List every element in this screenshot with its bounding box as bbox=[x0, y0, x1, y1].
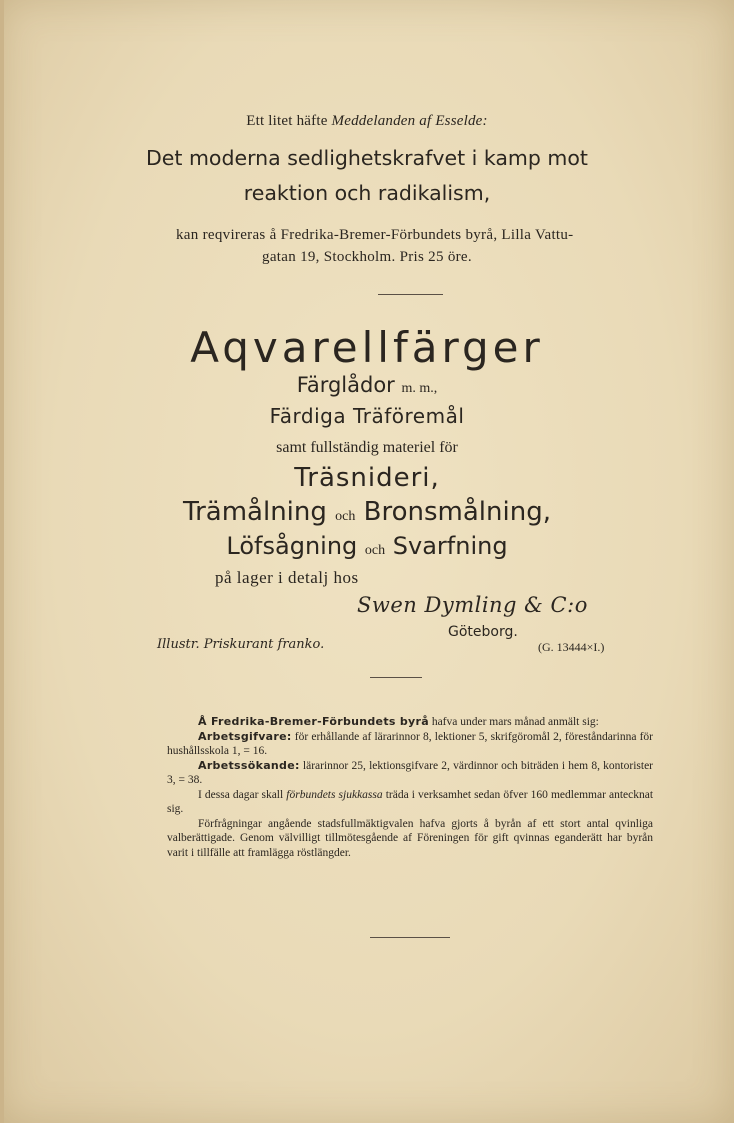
notice-p4-italic: förbundets sjukkassa bbox=[286, 788, 383, 801]
ad-company: Swen Dymling & C:o bbox=[357, 593, 588, 617]
order-line-2: gatan 19, Stockholm. Pris 25 öre. bbox=[262, 249, 472, 265]
ad-title: Aqvarellfärger bbox=[190, 323, 544, 372]
notice-paragraph-5: Förfrågningar angående stadsfullmäktigvalen hafva gjorts å byrån af ett stort antal qvinliga valberättigade. Genom välvilligt tillmötesgående af Föreningen för gift qvinnas eganderätt har byrån varit i tillfälle att framlägga röstlängder. bbox=[167, 817, 653, 859]
och-text-2: och bbox=[364, 543, 386, 558]
headline-line-2: reaktion och radikalism, bbox=[243, 181, 491, 205]
ad-priskurant: Illustr. Priskurant franko. bbox=[157, 637, 325, 652]
notice-p1-text: hafva under mars månad anmält sig: bbox=[431, 716, 599, 728]
ad-city: Göteborg. bbox=[448, 624, 518, 640]
ad-farglador bbox=[0, 373, 734, 397]
intro-prefix: Ett litet häfte bbox=[246, 113, 328, 129]
notice-paragraph-3 bbox=[167, 759, 653, 788]
notice-p3-bold: Arbetssökande: bbox=[198, 758, 300, 772]
notice-p4-pre: I dessa dagar skall bbox=[198, 788, 284, 801]
separator-rule bbox=[370, 937, 450, 938]
notice-p4-post: träda i verksamhet sedan öfver 160 medlemmar antecknat sig. bbox=[167, 788, 654, 815]
lofsagning-text: Löfsågning bbox=[226, 532, 358, 560]
order-line-1: kan reqvireras å Fredrika-Bremer-Förbundets byrå, Lilla Vattu- bbox=[176, 227, 574, 243]
notice-paragraph-2 bbox=[167, 730, 653, 759]
ad-reference: (G. 13444×I.) bbox=[538, 640, 605, 654]
separator-rule bbox=[370, 677, 422, 678]
ad-pa-lager: på lager i detalj hos bbox=[215, 568, 359, 587]
svarfning-text: Svarfning bbox=[392, 532, 508, 560]
ad-tramalning-line bbox=[0, 497, 734, 527]
och-text-1: och bbox=[335, 509, 356, 524]
notice-p1-bold: Å Fredrika-Bremer-Förbundets byrå bbox=[198, 715, 429, 728]
notice-p3-text: lärarinnor 25, lektionsgifvare 2, värdinnor och biträden i hem 8, kontorister 3, = 38. bbox=[167, 759, 654, 786]
intro-title: Meddelanden af Esselde: bbox=[331, 113, 488, 129]
ad-fardiga: Färdiga Träföremål bbox=[269, 404, 465, 428]
ad-samt: samt fullständig materiel för bbox=[276, 439, 458, 456]
tramalning-text: Trämålning bbox=[183, 497, 327, 527]
bronsmalning-text: Bronsmålning, bbox=[363, 497, 551, 527]
intro-line bbox=[0, 113, 734, 130]
notice-paragraph-4 bbox=[167, 788, 653, 817]
farglador-text: Färglådor bbox=[296, 373, 395, 397]
mm-text: m. m., bbox=[401, 381, 438, 396]
ad-trasnideri: Träsnideri, bbox=[294, 463, 440, 493]
notice-paragraph-1 bbox=[167, 715, 653, 730]
notice-p2-bold: Arbetsgifvare: bbox=[198, 729, 292, 743]
notice-block bbox=[167, 715, 653, 860]
separator-rule bbox=[378, 294, 443, 295]
notice-p2-text: för erhållande af lärarinnor 8, lektioner 5, skrifgöromål 2, föreståndarinna för hushållsskola 1, = 16. bbox=[167, 730, 654, 757]
headline-line-1: Det moderna sedlighetskrafvet i kamp mot bbox=[146, 146, 588, 170]
ad-lofsagning-line bbox=[0, 532, 734, 560]
